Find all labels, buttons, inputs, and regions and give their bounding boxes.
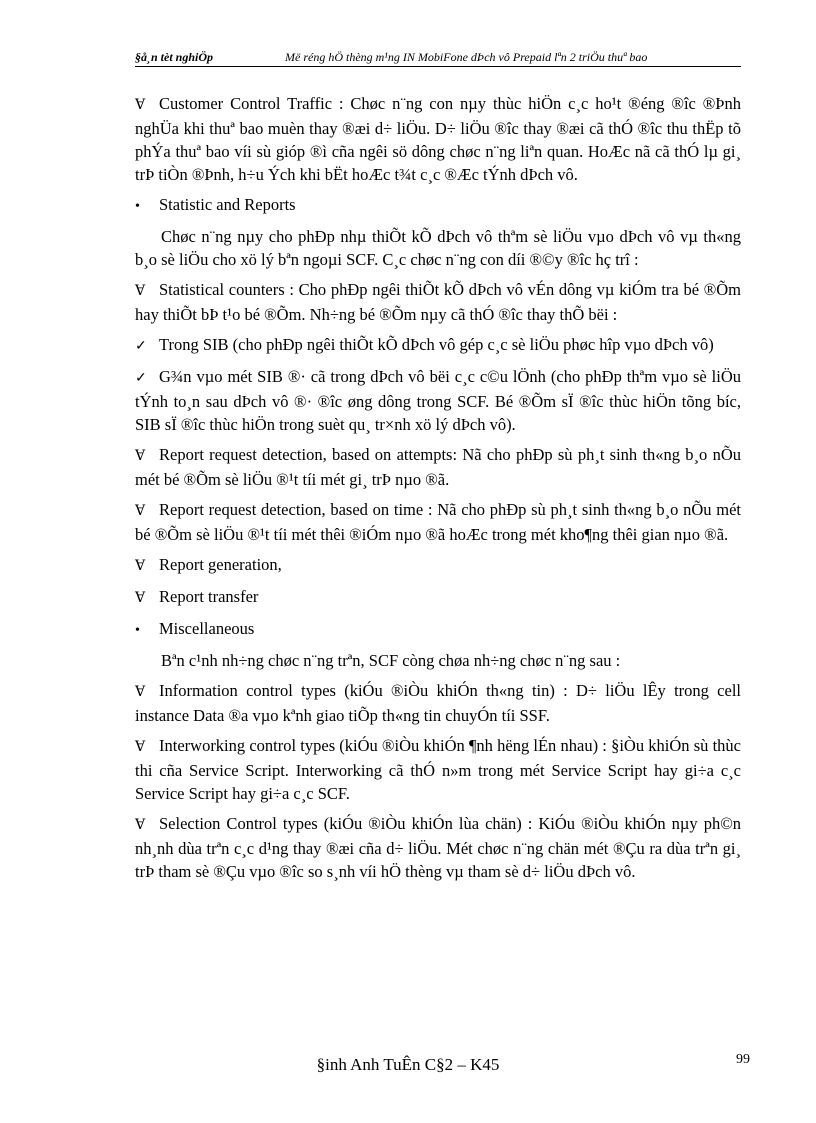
bullet-item xyxy=(135,617,741,642)
checkmark-icon: ✓ xyxy=(135,371,147,386)
triangle-item xyxy=(135,679,741,727)
caret-icon: Ɐ xyxy=(135,685,146,700)
item-text: Report transfer xyxy=(159,587,259,606)
item-text: Report request detection, based on time : Nã cho phÐp sù ph¸t sinh th«ng b¸o nÕu mét bé ®Õm sè liÖu ®¹t tíi mét thêi ®iÓm nµo ®ã hoÆc trong mét kho¶ng thêi gian nµo ®ã. xyxy=(135,500,741,544)
caret-icon: Ɐ xyxy=(135,284,146,299)
item-text: G¾n vµo mét SIB ®· cã trong dÞch vô bëi c¸c c©u lÖnh (cho phÐp thªm vµo sè liÖu tÝnh to¸n sau dÞch vô ®· ®îc øng dông trong SCF. Bé ®Õm sÏ ®îc thùc hiÖn tõng bíc, SIB sÏ ®îc thùc hiÖn trong suèt qu¸ tr×nh xö lý dÞch vô). xyxy=(135,367,741,434)
item-text: Trong SIB (cho phÐp ngêi thiÕt kÕ dÞch vô gép c¸c sè liÖu phøc hîp vµo dÞch vô) xyxy=(159,335,714,354)
bullet-dot-icon: • xyxy=(135,199,140,214)
triangle-item xyxy=(135,585,741,610)
bullet-item xyxy=(135,193,741,218)
caret-icon: Ɐ xyxy=(135,591,146,606)
paragraph-text: Bªn c¹nh nh÷ng chøc n¨ng trªn, SCF còng chøa nh÷ng chøc n¨ng sau : xyxy=(161,651,621,670)
check-item xyxy=(135,365,741,436)
triangle-item xyxy=(135,498,741,546)
document-body xyxy=(135,92,741,890)
item-text: Statistical counters : Cho phÐp ngêi thiÕt kÕ dÞch vô vÉn dông vµ kiÓm tra bé ®Õm hay thiÕt bÞ t¹o bé ®Õm. Nh÷ng bé ®Õm nµy cã thÓ ®îc thay thÕ bëi : xyxy=(135,280,741,324)
triangle-item xyxy=(135,734,741,805)
item-text: Information control types (kiÓu ®iÒu khiÓn th«ng tin) : D÷ liÖu lÊy trong cell instance Data ®a vµo kªnh giao tiÕp th«ng tin chuyÓn tíi SSF. xyxy=(135,681,741,725)
item-text: Miscellaneous xyxy=(159,619,255,638)
checkmark-icon: ✓ xyxy=(135,339,147,354)
triangle-item xyxy=(135,443,741,491)
item-text: Report generation, xyxy=(159,555,282,574)
paragraph-text: Chøc n¨ng nµy cho phÐp nhµ thiÕt kÕ dÞch vô thªm sè liÖu vµo dÞch vô vµ th«ng b¸o sè liÖu cho xö lý bªn ngoµi SCF. C¸c chøc n¨ng con díi ®©y ®îc hç trî : xyxy=(135,227,741,269)
caret-icon: Ɐ xyxy=(135,740,146,755)
page-header xyxy=(135,50,741,67)
triangle-item xyxy=(135,278,741,326)
check-item xyxy=(135,333,741,358)
item-text: Statistic and Reports xyxy=(159,195,296,214)
caret-icon: Ɐ xyxy=(135,98,146,113)
item-text: Interworking control types (kiÓu ®iÒu khiÓn ¶nh hëng lÉn nhau) : §iÒu khiÓn sù thùc thi cña Service Script. Interworking cã thÓ n»m trong mét Service Script hay gi÷a c¸c Service Script hay gi÷a c¸c SCF. xyxy=(135,736,741,803)
body-paragraph xyxy=(135,225,741,271)
caret-icon: Ɐ xyxy=(135,504,146,519)
item-text: Selection Control types (kiÓu ®iÒu khiÓn lùa chän) : KiÓu ®iÒu khiÓn nµy ph©n nh¸nh dùa trªn c¸c d¹ng thay ®æi cña d÷ liÖu. Mét chøc n¨ng chän mét ®Çu ra dùa trªn gi¸ trÞ tham sè ®Çu vµo ®îc so s¸nh víi hÖ thèng vµ tham sè d÷ liÖu dÞch vô. xyxy=(135,814,741,881)
caret-icon: Ɐ xyxy=(135,559,146,574)
bullet-dot-icon: • xyxy=(135,623,140,638)
body-paragraph xyxy=(135,649,741,672)
triangle-item xyxy=(135,553,741,578)
header-right-title: Më réng hÖ thèng m¹ng IN MobiFone dÞch vô Prepaid lªn 2 triÖu thuª bao xyxy=(285,50,648,64)
page-number: 99 xyxy=(736,1052,750,1067)
caret-icon: Ɐ xyxy=(135,818,146,833)
item-text: Customer Control Traffic : Chøc n¨ng con nµy thùc hiÖn c¸c ho¹t ®éng ®îc ®Þnh nghÜa khi thuª bao muèn thay ®æi d÷ liÖu. D÷ liÖu ®îc thay ®æi cã thÓ ®îc thu thËp tõ phÝa thuª bao víi sù gióp ®ì cña ngêi sö dông chøc n¨ng liªn quan. HoÆc nã cã thÓ lµ gi¸ trÞ tiÒn ®Þnh, h÷u Ých khi bËt hoÆc t¾t c¸c ®Æc tÝnh dÞch vô. xyxy=(135,94,741,184)
footer-author: §inh Anh TuÊn C§2 – K45 xyxy=(316,1055,500,1074)
triangle-item xyxy=(135,92,741,186)
item-text: Report request detection, based on attempts: Nã cho phÐp sù ph¸t sinh th«ng b¸o nÕu mét bé ®Õm sè liÖu ®¹t tíi mét gi¸ trÞ nµo ®ã. xyxy=(135,445,741,489)
header-left-title: §å¸n tèt nghiÖp xyxy=(135,50,214,64)
triangle-item xyxy=(135,812,741,883)
caret-icon: Ɐ xyxy=(135,449,146,464)
